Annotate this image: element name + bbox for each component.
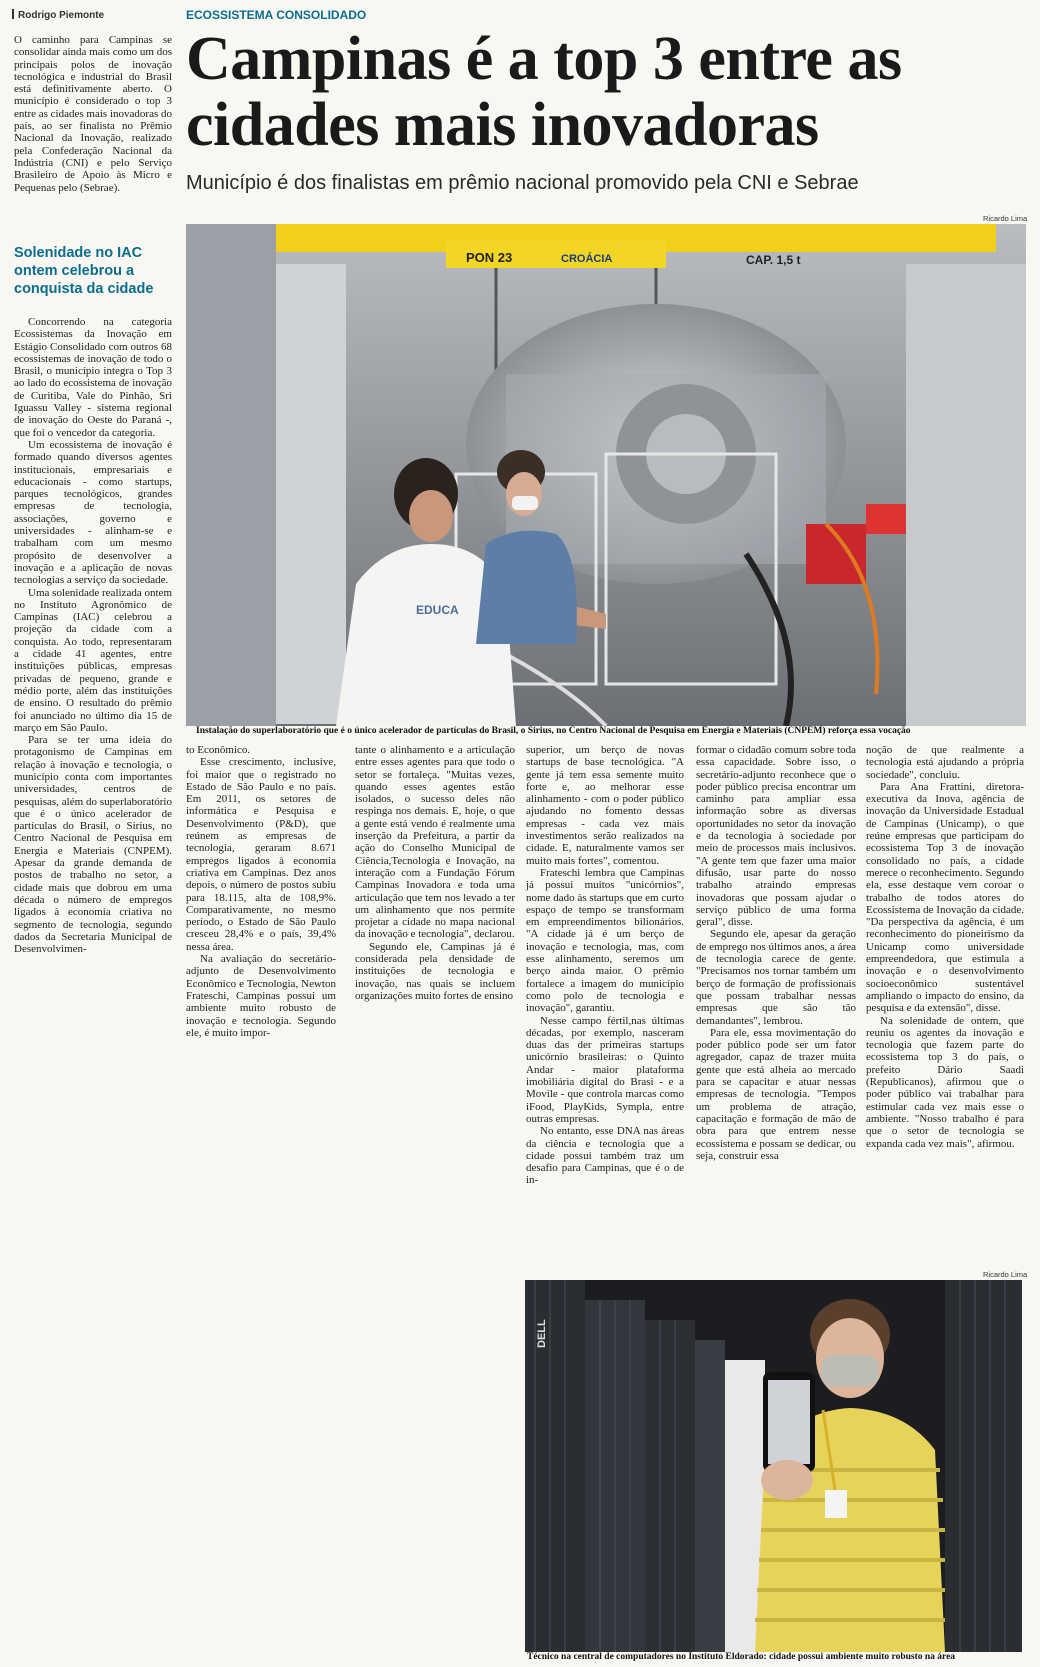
paragraph: formar o cidadão comum sobre toda essa capacidade. Sobre isso, o secretário-adjunto reconhece que o poder público precisa encontrar um caminho para ampliar essa informação sobre as diversas oportunidades no setor da inovação e da tecnologia à sociedade por meio de processos mais inclusivos. "A gente tem que fazer uma maior difusão, usar parte do nosso trabalho atraindo empresas inovadoras que possam ajudar o serviço público de uma forma geral", disse. [696, 744, 856, 929]
paragraph: Segundo ele, Campinas já é considerada pela densidade de instituições de tecnologia e inovação, nas quais se incluem organizações muito fortes de ensino [355, 940, 515, 1002]
crane-label: CAP. 1,5 t [746, 253, 801, 267]
paragraph: Esse crescimento, inclusive, foi maior que o registrado no Estado de São Paulo e no país. Em 2011, os setores de informática e Pesquisa e Desenvolvimento (P&D), que reúnem as empresas de tecnologia, geraram 8.671 empregos ligados à economia criativa em Campinas. Dez anos depois, o número de postos subiu para 18.115, alta de 108,9%. Comparativamente, no mesmo período, o Estado de São Paulo cresceu 28,4% e o país, 39,4% nessa área. [186, 756, 336, 953]
section-label: ECOSSISTEMA CONSOLIDADO [186, 8, 367, 22]
rack-logo: DELL [536, 1319, 548, 1348]
paragraph: Segundo ele, apesar da geração de emprego nos últimos anos, a área de tecnologia carece de gente. "Precisamos nos tornar também um berço de formação de profissionais que possam trabalhar nessas empresas que são tão demandantes", lembrou. [696, 928, 856, 1027]
paragraph: Na solenidade de ontem, que reuniu os agentes da inovação e tecnologia que fazem parte do ecossistema top 3 do país, o prefeito Dário Saadi (Republicanos), afirmou que o poder público vai trabalhar para estimular cada vez mais esse o ambiente. "Nosso trabalho é para que o setor de tecnologia se expanda cada vez mais", afirmou. [866, 1014, 1024, 1150]
photo1-credit: Ricardo Lima [983, 214, 1028, 223]
crane-label: PON 23 [466, 250, 513, 265]
paragraph: Um ecossistema de inovação é formado quando diversos agentes institucionais, empresariais e educacionais - como startups, parques tecnológicos, grandes empresas de tecnologia, associações, governo e universidades - alinham-se e trabalham com um mesmo propósito de desenvolver a inovação e a aplicação de novas tecnologias a serviço da sociedade. [14, 438, 172, 587]
paragraph: Para ele, essa movimentação do poder público pode ser um fator agregador, capaz de trazer muita gente que está alheia ao mercado para se capacitar e atuar nessas empresas de tecnologia. "Tempos um problema de atração, capacitação e formação de mão de obra para que entrem nesse ecossistema e possam se dedicar, ou seja, construir essa [696, 1026, 856, 1162]
article-subtitle: Solenidade no IAC ontem celebrou a conquista da cidade [14, 245, 154, 297]
text-column-4 [526, 744, 684, 1187]
subhead: Município é dos finalistas em prêmio nacional promovido pela CNI e Sebrae [186, 172, 859, 194]
photo-sirius-lab [186, 224, 1026, 726]
byline-marker [12, 9, 14, 19]
paragraph: Nesse campo fértil,nas últimas décadas, por exemplo, nasceram duas das der primeiras startups unicórnio brasileiras: o Quinto Andar - maior plataforma imobiliária digital do Brasi - e a Movile - que controla marcas como iFood, PlayKids, Sympla, entre outras empresas. [526, 1014, 684, 1125]
datacenter-scene-illustration [525, 1280, 1022, 1652]
byline-text: Rodrigo Piemonte [18, 10, 105, 21]
photo2-caption: Técnico na central de computadores no Instituto Eldorado: cidade possui ambiente muito robusto na área [527, 1652, 956, 1662]
paragraph: noção de que realmente a tecnologia está ajudando a própria sociedade", concluiu. [866, 744, 1024, 781]
lab-scene-illustration [186, 224, 1026, 726]
paragraph: Para se ter uma ideia do protagonismo de Campinas em relação à inovação e tecnologia, o município conta com importantes universidades, centros de pesquisas, além do superlaboratório que é o único acelerador de partículas do Brasil, o Sirius, no Centro Nacional de Pesquisa em Energia e Materiais (CNPEM). Apesar da grande demanda de postos de trabalho no setor, a cidade mais que dobrou em uma década o número de empregos ligados à economia criativa no segmento de tecnologia, segundo dados da Secretaria Municipal de Desenvolvimen- [14, 734, 172, 956]
headline: Campinas é a top 3 entre as cidades mais inovadoras [186, 25, 902, 159]
paragraph: Concorrendo na categoria Ecossistemas da Inovação em Estágio Consolidado com outros 68 ecossistemas de inovação de todo o Brasil, o município integra o Top 3 ao lado do ecossistema de inovação de Curitiba, Vale do Pinhão, Sri Iguassu Valley - sistema regional de inovação do Oeste do Paraná -, que foi o vencedor da categoria. [14, 316, 172, 439]
photo1-caption: Instalação do superlaboratório que é o único acelerador de partículas do Brasil, o Sirius, no Centro Nacional de Pesquisa em Energia e Materiais (CNPEM) reforça essa vocação [196, 726, 911, 736]
byline [12, 9, 104, 21]
paragraph: No entanto, esse DNA nas áreas da ciência e tecnologia que a cidade possui também traz um desafio para Campinas, que é o de in- [526, 1125, 684, 1187]
paragraph: Na avaliação do secretário-adjunto de Desenvolvimento Econômico e Tecnologia, Newton Frateschi, Campinas possui um ambiente muito robusto de inovação e tecnologia. Segundo ele, é muito impor- [186, 953, 336, 1039]
paragraph: tante o alinhamento e a articulação entre esses agentes para que todo o setor se fortaleça. "Muitas vezes, quando esses agentes estão isolados, o sucesso deles não respinga nos demais. E, hoje, o que a gente está vendo é realmente uma inserção da Prefeitura, a partir da ação do Conselho Municipal de Ciência,Tecnologia e Inovação, na interação com a Fundação Fórum Campinas Inovadora e toda uma articulação que tem nos levado a ter um alinhamento que nos permite projetar a cidade no mapa nacional da inovação e tecnologia", declarou. [355, 744, 515, 941]
paragraph: Para Ana Frattini, diretora-executiva da Inova, agência de inovação da Universidade Estadual de Campinas (Unicamp), o que reúne empresas que participam do ecossistema Top 3 de inovação consolidado no país, a cidade merece o reconhecimento. Segundo ela, esse destaque vem coroar o trabalho de todos atores do Ecossistema de Inovação da cidade. "Da perspectiva da agência, é um reconhecimento do pioneirismo da Unicamp como universidade empreendedora, que estimula a inovação e o desenvolvimento socioeconômico sustentável ampliando o impacto do ensino, da pesquisa e da extensão", disse. [866, 780, 1024, 1015]
text-column-1 [14, 316, 172, 955]
text-column-3 [355, 744, 515, 1002]
text-column-5 [696, 744, 856, 1162]
shirt-print: EDUCA [416, 603, 459, 617]
text-column-6 [866, 744, 1024, 1150]
paragraph: Uma solenidade realizada ontem no Instituto Agronômico de Campinas (IAC) celebrou a projeção da cidade com a conquista. Ao todo, representaram a cidade 41 agentes, entre instituições públicas, empresas privadas de pequeno, grande e médio porte, além das instituições de ensino. O resultado do prêmio foi anunciado no último dia 15 de março em São Paulo. [14, 586, 172, 734]
photo-datacenter [525, 1280, 1022, 1652]
paragraph: Frateschi lembra que Campinas já possui muitos "unicórnios", nome dado às startups que em curto espaço de tempo se transformam em empreendimentos bilionários. "A cidade já é um berço de inovação e tecnologia, mas, com esse alinhamento, seremos um berço ainda maior. O prêmio fortalece a imagem do município como polo de tecnologia e inovação", garantiu. [526, 866, 684, 1015]
photo2-credit: Ricardo Lima [983, 1270, 1028, 1279]
text-column-2 [186, 744, 336, 1039]
paragraph: superior, um berço de novas startups de base tecnológica. "A gente já tem essa semente muito forte e, ao melhorar esse alinhamento - com o poder público ajudando no fomento dessas empresas - cada vez mais investimentos serão realizados na cidade. E, naturalmente vamos ser muito mais fortes", comentou. [526, 744, 684, 867]
intro-paragraph: O caminho para Campinas se consolidar ainda mais como um dos principais polos de inovação tecnológica e industrial do Brasil está definitivamente aberto. O município é considerado o top 3 entre as cidades mais inovadoras do país, ao ser finalista no Prêmio Nacional da Inovação, realizado pela Confederação Nacional da Indústria (CNI) e pelo Serviço Brasileiro de Apoio às Micro e Pequenas pelo (Sebrae). [14, 34, 172, 194]
crane-label: CROÁCIA [561, 253, 613, 265]
intro-column [14, 34, 172, 194]
paragraph: to Econômico. [186, 744, 251, 756]
